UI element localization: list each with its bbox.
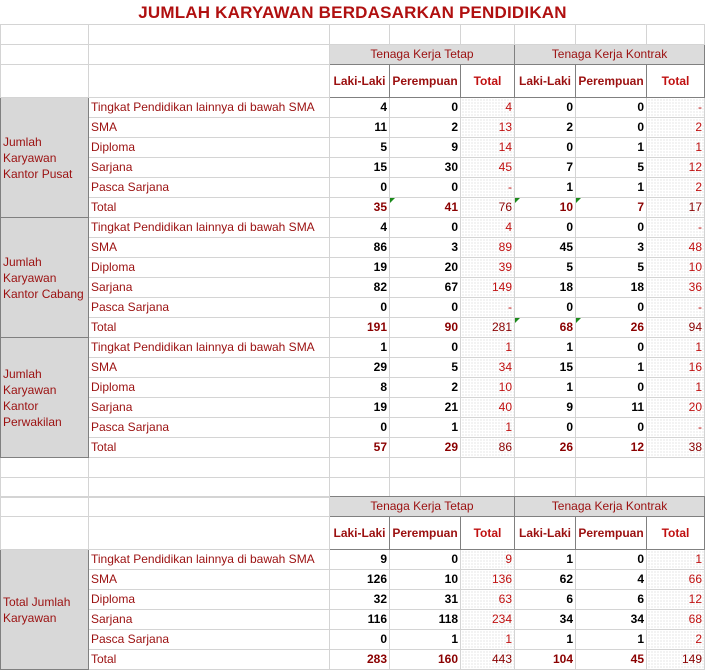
cell-tl: 4 xyxy=(330,218,390,238)
row-label: Pasca Sarjana xyxy=(89,178,330,198)
table-row xyxy=(1,550,705,570)
cell-tp: 31 xyxy=(390,590,461,610)
header-tenaga-kerja-kontrak: Tenaga Kerja Kontrak xyxy=(515,45,705,65)
cell-kl: 2 xyxy=(515,118,576,138)
cell-kt: 149 xyxy=(647,650,705,670)
cell-kl: 1 xyxy=(515,338,576,358)
row-label: Diploma xyxy=(89,378,330,398)
cell-kt: - xyxy=(647,418,705,438)
col-laki-laki-kontrak: Laki-Laki xyxy=(515,65,576,98)
cell-tp: 21 xyxy=(390,398,461,418)
summary-group-label: Total Jumlah Karyawan xyxy=(1,550,89,670)
cell-tt: 1 xyxy=(461,338,515,358)
page-title: JUMLAH KARYAWAN BERDASARKAN PENDIDIKAN xyxy=(138,3,567,22)
cell-kl: 34 xyxy=(515,610,576,630)
cell-tp: 41 xyxy=(390,198,461,218)
table-row xyxy=(1,158,705,178)
table-row xyxy=(1,378,705,398)
cell-kl: 62 xyxy=(515,570,576,590)
cell-tt: 89 xyxy=(461,238,515,258)
cell-kt: - xyxy=(647,298,705,318)
cell-tl: 11 xyxy=(330,118,390,138)
cell-tp: 30 xyxy=(390,158,461,178)
cell-tl: 0 xyxy=(330,178,390,198)
cell-tl: 191 xyxy=(330,318,390,338)
cell-kt: 2 xyxy=(647,630,705,650)
cell-tl: 5 xyxy=(330,138,390,158)
employee-table-by-office xyxy=(0,24,705,498)
blank-row xyxy=(1,25,705,45)
cell-tt: 443 xyxy=(461,650,515,670)
cell-kl: 26 xyxy=(515,438,576,458)
cell-kp: 11 xyxy=(576,398,647,418)
cell-kl: 0 xyxy=(515,298,576,318)
cell-kt: 68 xyxy=(647,610,705,630)
total-row xyxy=(1,318,705,338)
cell-kl: 15 xyxy=(515,358,576,378)
cell-tt: 234 xyxy=(461,610,515,630)
blank-row xyxy=(1,478,705,498)
cell-tl: 1 xyxy=(330,338,390,358)
cell-kt: 94 xyxy=(647,318,705,338)
cell-kp: 7 xyxy=(576,198,647,218)
cell-kt: 17 xyxy=(647,198,705,218)
cell-tp: 29 xyxy=(390,438,461,458)
row-label: Pasca Sarjana xyxy=(89,630,330,650)
cell-tt: 63 xyxy=(461,590,515,610)
cell-kl: 0 xyxy=(515,138,576,158)
cell-tl: 19 xyxy=(330,398,390,418)
cell-kt: 1 xyxy=(647,378,705,398)
row-label: Diploma xyxy=(89,258,330,278)
cell-kt: - xyxy=(647,218,705,238)
cell-tl: 126 xyxy=(330,570,390,590)
table-row xyxy=(1,570,705,590)
cell-kt: 20 xyxy=(647,398,705,418)
cell-tp: 9 xyxy=(390,138,461,158)
cell-kl: 0 xyxy=(515,218,576,238)
summary-col-laki-laki-kontrak: Laki-Laki xyxy=(515,517,576,550)
cell-tp: 0 xyxy=(390,218,461,238)
cell-tt: 39 xyxy=(461,258,515,278)
cell-tt: 281 xyxy=(461,318,515,338)
cell-kl: 1 xyxy=(515,630,576,650)
cell-kt: 12 xyxy=(647,590,705,610)
cell-kt: - xyxy=(647,98,705,118)
cell-tt: 86 xyxy=(461,438,515,458)
table-row xyxy=(1,118,705,138)
cell-kp: 0 xyxy=(576,298,647,318)
cell-tp: 10 xyxy=(390,570,461,590)
table-row xyxy=(1,338,705,358)
row-label: Tingkat Pendidikan lainnya di bawah SMA xyxy=(89,218,330,238)
section-1-group-label: Jumlah Karyawan Kantor Cabang xyxy=(1,218,89,338)
cell-tt: 45 xyxy=(461,158,515,178)
cell-tp: 1 xyxy=(390,418,461,438)
cell-kl: 6 xyxy=(515,590,576,610)
cell-tp: 20 xyxy=(390,258,461,278)
row-label: SMA xyxy=(89,570,330,590)
cell-kl: 18 xyxy=(515,278,576,298)
cell-kp: 34 xyxy=(576,610,647,630)
table-row xyxy=(1,630,705,650)
summary-col-perempuan-kontrak: Perempuan xyxy=(576,517,647,550)
cell-kp: 3 xyxy=(576,238,647,258)
cell-kp: 1 xyxy=(576,630,647,650)
cell-tt: 14 xyxy=(461,138,515,158)
summary-header-group-row xyxy=(1,497,705,517)
col-perempuan-tetap: Perempuan xyxy=(390,65,461,98)
cell-kp: 26 xyxy=(576,318,647,338)
cell-tt: 149 xyxy=(461,278,515,298)
cell-tl: 4 xyxy=(330,98,390,118)
cell-tp: 67 xyxy=(390,278,461,298)
cell-tp: 0 xyxy=(390,338,461,358)
row-label: SMA xyxy=(89,238,330,258)
table-row xyxy=(1,358,705,378)
cell-tt: 4 xyxy=(461,98,515,118)
cell-kp: 5 xyxy=(576,158,647,178)
cell-tt: - xyxy=(461,298,515,318)
row-label: Diploma xyxy=(89,590,330,610)
cell-kl: 1 xyxy=(515,550,576,570)
total-row xyxy=(1,438,705,458)
cell-tt: 13 xyxy=(461,118,515,138)
cell-tl: 0 xyxy=(330,630,390,650)
cell-kl: 9 xyxy=(515,398,576,418)
cell-kl: 68 xyxy=(515,318,576,338)
cell-tl: 9 xyxy=(330,550,390,570)
cell-tp: 118 xyxy=(390,610,461,630)
row-label: Sarjana xyxy=(89,610,330,630)
cell-kt: 38 xyxy=(647,438,705,458)
row-label: Total xyxy=(89,438,330,458)
cell-tl: 35 xyxy=(330,198,390,218)
col-total-kontrak: Total xyxy=(647,65,705,98)
cell-kl: 0 xyxy=(515,418,576,438)
cell-tp: 1 xyxy=(390,630,461,650)
table-row xyxy=(1,258,705,278)
summary-header-column-row xyxy=(1,517,705,550)
cell-kt: 1 xyxy=(647,138,705,158)
row-label: Tingkat Pendidikan lainnya di bawah SMA xyxy=(89,550,330,570)
row-label: Pasca Sarjana xyxy=(89,418,330,438)
summary-col-total-tetap: Total xyxy=(461,517,515,550)
cell-tt: 1 xyxy=(461,630,515,650)
cell-kp: 1 xyxy=(576,358,647,378)
header-column-row xyxy=(1,65,705,98)
cell-kp: 0 xyxy=(576,378,647,398)
summary-col-perempuan-tetap: Perempuan xyxy=(390,517,461,550)
row-label: Sarjana xyxy=(89,278,330,298)
cell-tp: 160 xyxy=(390,650,461,670)
cell-kp: 0 xyxy=(576,550,647,570)
table-row xyxy=(1,418,705,438)
section-2-group-label: Jumlah Karyawan Kantor Perwakilan xyxy=(1,338,89,458)
employee-table-summary xyxy=(0,496,705,670)
cell-tl: 283 xyxy=(330,650,390,670)
row-label: Diploma xyxy=(89,138,330,158)
row-label: Total xyxy=(89,650,330,670)
cell-kt: 2 xyxy=(647,178,705,198)
cell-kl: 5 xyxy=(515,258,576,278)
row-label: Sarjana xyxy=(89,398,330,418)
cell-tl: 0 xyxy=(330,418,390,438)
col-perempuan-kontrak: Perempuan xyxy=(576,65,647,98)
cell-kt: 36 xyxy=(647,278,705,298)
col-total-tetap: Total xyxy=(461,65,515,98)
cell-tt: 1 xyxy=(461,418,515,438)
cell-tl: 0 xyxy=(330,298,390,318)
cell-tp: 0 xyxy=(390,298,461,318)
row-label: Tingkat Pendidikan lainnya di bawah SMA xyxy=(89,98,330,118)
row-label: SMA xyxy=(89,118,330,138)
cell-tt: 10 xyxy=(461,378,515,398)
cell-tt: 136 xyxy=(461,570,515,590)
cell-kt: 2 xyxy=(647,118,705,138)
table-row xyxy=(1,398,705,418)
cell-tp: 0 xyxy=(390,550,461,570)
cell-tp: 5 xyxy=(390,358,461,378)
row-label: SMA xyxy=(89,358,330,378)
blank-row xyxy=(1,458,705,478)
table-row xyxy=(1,218,705,238)
cell-kp: 6 xyxy=(576,590,647,610)
cell-tt: 34 xyxy=(461,358,515,378)
header-tenaga-kerja-tetap: Tenaga Kerja Tetap xyxy=(330,45,515,65)
cell-kp: 18 xyxy=(576,278,647,298)
cell-tp: 2 xyxy=(390,118,461,138)
cell-kt: 48 xyxy=(647,238,705,258)
cell-tl: 15 xyxy=(330,158,390,178)
table-row xyxy=(1,590,705,610)
row-label: Tingkat Pendidikan lainnya di bawah SMA xyxy=(89,338,330,358)
cell-kl: 1 xyxy=(515,378,576,398)
cell-tt: 76 xyxy=(461,198,515,218)
cell-tl: 82 xyxy=(330,278,390,298)
cell-kl: 0 xyxy=(515,98,576,118)
cell-kp: 1 xyxy=(576,178,647,198)
summary-header-tenaga-kerja-kontrak: Tenaga Kerja Kontrak xyxy=(515,497,705,517)
row-label: Pasca Sarjana xyxy=(89,298,330,318)
cell-tl: 19 xyxy=(330,258,390,278)
table-row xyxy=(1,610,705,630)
cell-tp: 2 xyxy=(390,378,461,398)
table-row xyxy=(1,298,705,318)
cell-kt: 1 xyxy=(647,338,705,358)
cell-tl: 29 xyxy=(330,358,390,378)
table-row xyxy=(1,138,705,158)
cell-kp: 0 xyxy=(576,338,647,358)
cell-tt: 4 xyxy=(461,218,515,238)
row-label: Sarjana xyxy=(89,158,330,178)
cell-tl: 8 xyxy=(330,378,390,398)
cell-kp: 0 xyxy=(576,218,647,238)
summary-col-laki-laki-tetap: Laki-Laki xyxy=(330,517,390,550)
table-row xyxy=(1,178,705,198)
header-group-row xyxy=(1,45,705,65)
cell-tt: 40 xyxy=(461,398,515,418)
row-label: Total xyxy=(89,318,330,338)
row-label: Total xyxy=(89,198,330,218)
cell-tl: 86 xyxy=(330,238,390,258)
cell-kp: 12 xyxy=(576,438,647,458)
cell-kp: 1 xyxy=(576,138,647,158)
cell-kp: 5 xyxy=(576,258,647,278)
table-row xyxy=(1,238,705,258)
table-row xyxy=(1,278,705,298)
cell-tp: 0 xyxy=(390,98,461,118)
cell-tp: 90 xyxy=(390,318,461,338)
cell-tp: 3 xyxy=(390,238,461,258)
cell-kl: 7 xyxy=(515,158,576,178)
cell-kt: 12 xyxy=(647,158,705,178)
cell-kl: 1 xyxy=(515,178,576,198)
total-row xyxy=(1,650,705,670)
cell-tl: 32 xyxy=(330,590,390,610)
cell-tp: 0 xyxy=(390,178,461,198)
cell-kt: 66 xyxy=(647,570,705,590)
section-0-group-label: Jumlah Karyawan Kantor Pusat xyxy=(1,98,89,218)
cell-kt: 10 xyxy=(647,258,705,278)
cell-kp: 0 xyxy=(576,98,647,118)
col-laki-laki-tetap: Laki-Laki xyxy=(330,65,390,98)
total-row xyxy=(1,198,705,218)
cell-kl: 45 xyxy=(515,238,576,258)
cell-kt: 16 xyxy=(647,358,705,378)
cell-tt: 9 xyxy=(461,550,515,570)
cell-kt: 1 xyxy=(647,550,705,570)
cell-kp: 4 xyxy=(576,570,647,590)
cell-kl: 104 xyxy=(515,650,576,670)
cell-tt: - xyxy=(461,178,515,198)
cell-tl: 116 xyxy=(330,610,390,630)
cell-kl: 10 xyxy=(515,198,576,218)
table-row xyxy=(1,98,705,118)
cell-kp: 45 xyxy=(576,650,647,670)
cell-tl: 57 xyxy=(330,438,390,458)
summary-col-total-kontrak: Total xyxy=(647,517,705,550)
summary-header-tenaga-kerja-tetap: Tenaga Kerja Tetap xyxy=(330,497,515,517)
cell-kp: 0 xyxy=(576,118,647,138)
cell-kp: 0 xyxy=(576,418,647,438)
